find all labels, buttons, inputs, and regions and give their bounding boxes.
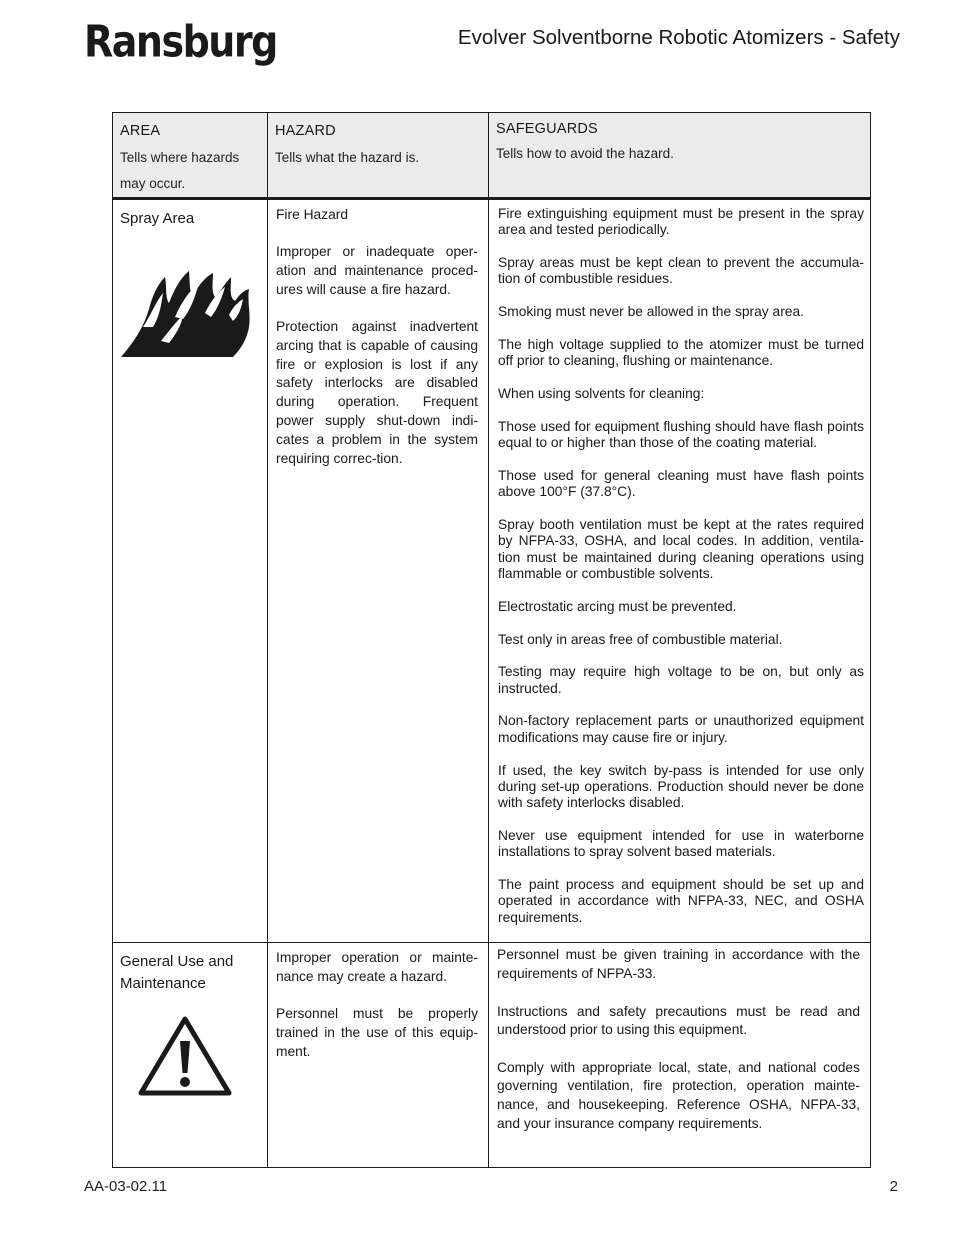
document-title: Evolver Solventborne Robotic Atomizers - Safety bbox=[457, 26, 900, 49]
safeguard-text: Comply with appropriate local, state, and national codes governing ventilation, fire protection, operation mainte-nance, and housekeeping. Reference OSHA, NFPA-33, and your insurance company requirements. bbox=[497, 1059, 860, 1131]
safeguard-text: Instructions and safety precautions must be read and understood prior to using this equipment. bbox=[497, 1003, 860, 1038]
fire-hazard-icon bbox=[113, 257, 263, 367]
ransburg-logo: Ransburg bbox=[84, 16, 277, 67]
area-cell bbox=[113, 199, 268, 943]
safeguard-text: Those used for general cleaning must have flash points above 100°F (37.8°C). bbox=[498, 467, 864, 500]
safeguards-column-header bbox=[489, 113, 871, 199]
safeguard-text: Personnel must be given training in accordance with the requirements of NFPA-33. bbox=[497, 947, 860, 982]
page-number: 2 bbox=[889, 1178, 898, 1195]
table-row bbox=[113, 943, 871, 1168]
hazard-text: Personnel must be properly trained in the use of this equip-ment. bbox=[276, 1006, 478, 1059]
hazard-text: Improper operation or mainte-nance may create a hazard. bbox=[276, 950, 478, 985]
area-label: General Use and Maintenance bbox=[120, 953, 234, 993]
safeguard-text: Smoking must never be allowed in the spray area. bbox=[498, 304, 804, 320]
safeguard-text: When using solvents for cleaning: bbox=[498, 386, 705, 402]
safeguard-text: Test only in areas free of combustible material. bbox=[498, 631, 783, 647]
safeguards-cell bbox=[489, 943, 871, 1168]
safeguards-cell bbox=[489, 199, 871, 943]
area-column-header bbox=[113, 113, 268, 199]
area-cell bbox=[113, 943, 268, 1168]
hazard-text: Improper or inadequate oper-ation and maintenance proced-ures will cause a fire hazard. bbox=[276, 244, 478, 297]
safeguard-text: Fire extinguishing equipment must be present in the spray area and tested periodically. bbox=[498, 206, 864, 238]
safeguard-text: Non-factory replacement parts or unauthorized equipment modifications may cause fire or injury. bbox=[498, 713, 864, 745]
safeguards-header-subtitle: Tells how to avoid the hazard. bbox=[496, 146, 674, 161]
area-header-subtitle: Tells where hazards may occur. bbox=[120, 150, 240, 191]
safeguard-text: The paint process and equipment should be set up and operated in accordance with NFPA-33, NEC, and OSHA requirements. bbox=[498, 877, 864, 925]
safeguard-text: Never use equipment intended for use in waterborne installations to spray solvent based materials. bbox=[498, 827, 864, 860]
safeguard-text: Testing may require high voltage to be on, but only as instructed. bbox=[498, 664, 864, 696]
area-label: Spray Area bbox=[120, 210, 195, 227]
table-header-row bbox=[113, 113, 871, 199]
hazard-cell bbox=[268, 199, 489, 943]
safeguard-text: Spray booth ventilation must be kept at the rates required by NFPA-33, OSHA, and local codes. In addition, ventila-tion must be maintained during cleaning operations using flammable or combustible solvents. bbox=[498, 517, 864, 581]
hazard-header-title: HAZARD bbox=[275, 123, 336, 139]
safeguard-text: Spray areas must be kept clean to prevent the accumula-tion of combustible residues. bbox=[498, 255, 864, 287]
document-number: AA-03-02.11 bbox=[84, 1178, 168, 1195]
table-row bbox=[113, 199, 871, 943]
hazard-text: Protection against inadvertent arcing that is capable of causing fire or explosion is lost if any safety interlocks are disabled during operation. Frequent power supply shut-down indi-cates a problem in the system requiring correc-tion. bbox=[276, 318, 478, 466]
hazard-header-subtitle: Tells what the hazard is. bbox=[275, 150, 420, 165]
safety-table bbox=[112, 112, 871, 1168]
hazard-text: Fire Hazard bbox=[276, 207, 349, 222]
hazard-cell bbox=[268, 943, 489, 1168]
area-header-title: AREA bbox=[120, 123, 161, 139]
safeguard-text: If used, the key switch by-pass is intended for use only during set-up operations. Production should never be done with safety interlocks disabled. bbox=[498, 762, 864, 811]
safeguard-text: The high voltage supplied to the atomizer must be turned off prior to cleaning, flushing or maintenance. bbox=[498, 336, 864, 369]
safeguards-header-title: SAFEGUARDS bbox=[496, 121, 598, 137]
hazard-column-header bbox=[268, 113, 489, 199]
safeguard-text: Those used for equipment flushing should have flash points equal to or higher than those of the coating material. bbox=[498, 418, 864, 451]
safeguard-text: Electrostatic arcing must be prevented. bbox=[498, 598, 737, 614]
warning-triangle-icon bbox=[135, 1013, 235, 1099]
